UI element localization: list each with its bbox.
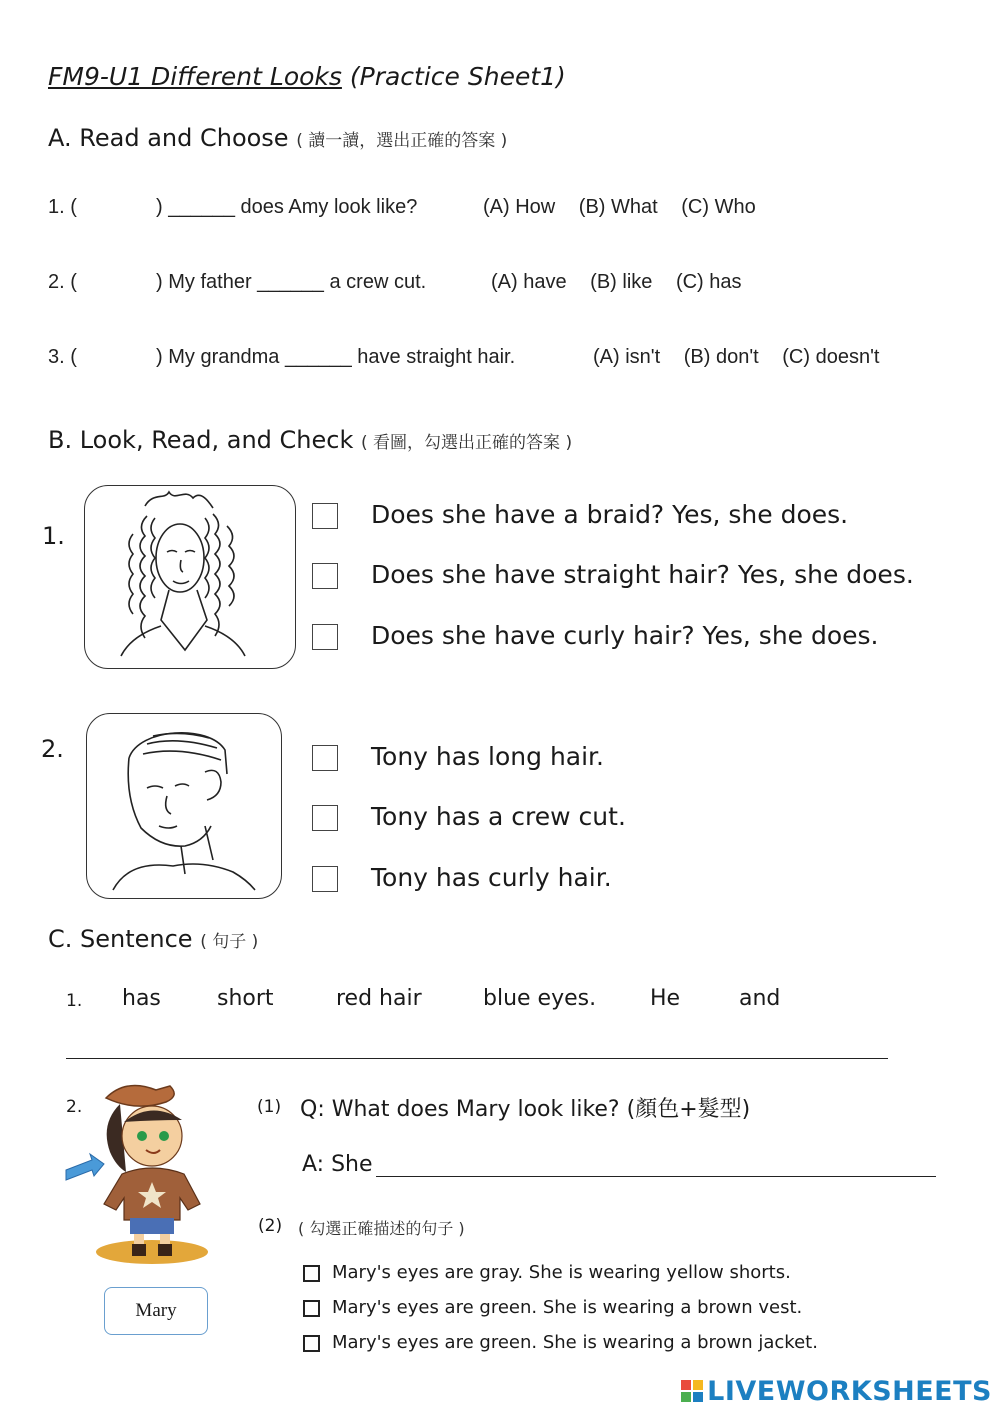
- title-main: FM9-U1 Different Looks: [48, 62, 342, 91]
- option-b: (B) don't: [683, 346, 759, 368]
- statement-b2-1: Tony has long hair.: [371, 742, 604, 771]
- worksheet-title: [48, 62, 566, 91]
- option-a: (A) isn't: [593, 346, 661, 368]
- question-a1-options: [483, 196, 756, 219]
- option-c2-2: Mary's eyes are green. She is wearing a brown vest.: [332, 1297, 803, 1318]
- section-c-subtitle: ( 句子 ): [200, 932, 259, 952]
- word-tile[interactable]: red hair: [336, 986, 422, 1011]
- word-tile[interactable]: He: [650, 986, 681, 1011]
- question-a2: [48, 271, 426, 294]
- option-a: (A) How: [483, 196, 556, 218]
- statement-b1-1: Does she have a braid? Yes, she does.: [371, 500, 849, 529]
- question-text: My grandma ______ have straight hair.: [168, 346, 516, 368]
- option-b: (B) What: [578, 196, 658, 218]
- section-b-heading: [48, 426, 572, 454]
- checkbox-b1-3[interactable]: [312, 624, 338, 650]
- question-a1: [48, 196, 417, 219]
- curly-hair-girl-picture: [84, 485, 296, 669]
- item-c2-number: 2.: [66, 1097, 83, 1117]
- option-c: (C) doesn't: [782, 346, 880, 368]
- part-1-number: (1): [257, 1097, 282, 1117]
- checkbox-b1-2[interactable]: [312, 563, 338, 589]
- mary-illustration: [62, 1084, 222, 1274]
- answer-line-c1[interactable]: [66, 1058, 888, 1059]
- answer-line-c2[interactable]: [376, 1176, 936, 1177]
- part-2-subtitle: ( 勾選正確描述的句子 ): [298, 1219, 465, 1238]
- checkbox-c2-1[interactable]: [303, 1265, 320, 1282]
- word-tile[interactable]: has: [122, 986, 161, 1011]
- mary-picture: [62, 1084, 222, 1274]
- statement-b2-2: Tony has a crew cut.: [371, 802, 626, 831]
- question-number: 2. (: [48, 271, 77, 293]
- checkbox-b1-1[interactable]: [312, 503, 338, 529]
- word-tile[interactable]: and: [739, 986, 781, 1011]
- checkbox-b2-1[interactable]: [312, 745, 338, 771]
- logo-text: LIVEWORKSHEETS: [707, 1376, 992, 1407]
- checkbox-c2-3[interactable]: [303, 1335, 320, 1352]
- question-a3-options: [593, 346, 879, 369]
- crew-cut-boy-picture: [86, 713, 282, 899]
- question-mary: Q: What does Mary look like? (顏色+髮型): [300, 1097, 751, 1122]
- word-tile[interactable]: blue eyes.: [483, 986, 597, 1011]
- checkbox-c2-2[interactable]: [303, 1300, 320, 1317]
- question-number: 1. (: [48, 196, 77, 218]
- question-text: My father ______ a crew cut.: [168, 271, 427, 293]
- option-c: (C) Who: [681, 196, 756, 218]
- item-b1-number: 1.: [42, 522, 65, 550]
- checkbox-b2-2[interactable]: [312, 805, 338, 831]
- question-a3: [48, 346, 515, 369]
- question-a2-options: [491, 271, 742, 294]
- statement-b2-3: Tony has curly hair.: [371, 863, 612, 892]
- question-bracket-close: ): [156, 346, 163, 368]
- section-a-heading: [48, 124, 507, 152]
- section-a-title: A. Read and Choose: [48, 124, 289, 152]
- part-2-number: (2): [258, 1216, 283, 1236]
- statement-b1-3: Does she have curly hair? Yes, she does.: [371, 621, 879, 650]
- question-number: 3. (: [48, 346, 77, 368]
- crew-cut-boy-illustration: [87, 714, 281, 898]
- option-c: (C) has: [675, 271, 742, 293]
- liveworksheets-logo: [681, 1376, 992, 1407]
- item-c1-number: 1.: [66, 991, 83, 1011]
- question-bracket-close: ): [156, 196, 163, 218]
- option-b: (B) like: [590, 271, 653, 293]
- checkbox-b2-3[interactable]: [312, 866, 338, 892]
- curly-hair-girl-illustration: [85, 486, 295, 668]
- section-c-title: C. Sentence: [48, 925, 193, 953]
- option-a: (A) have: [491, 271, 567, 293]
- title-suffix: (Practice Sheet1): [341, 62, 566, 91]
- answer-prefix: A: She: [302, 1152, 373, 1177]
- name-label-mary: Mary: [104, 1287, 208, 1335]
- statement-b1-2: Does she have straight hair? Yes, she does.: [371, 560, 914, 589]
- section-b-subtitle: ( 看圖，勾選出正確的答案 ): [361, 433, 573, 453]
- section-b-title: B. Look, Read, and Check: [48, 426, 354, 454]
- logo-blocks-icon: [681, 1380, 705, 1402]
- option-c2-1: Mary's eyes are gray. She is wearing yellow shorts.: [332, 1262, 791, 1283]
- section-a-subtitle: ( 讀一讀，選出正確的答案 ): [296, 131, 508, 151]
- word-tile[interactable]: short: [217, 986, 274, 1011]
- option-c2-3: Mary's eyes are green. She is wearing a brown jacket.: [332, 1332, 818, 1353]
- item-b2-number: 2.: [41, 735, 64, 763]
- question-text: ______ does Amy look like?: [168, 196, 418, 218]
- section-c-heading: [48, 925, 258, 953]
- question-bracket-close: ): [156, 271, 163, 293]
